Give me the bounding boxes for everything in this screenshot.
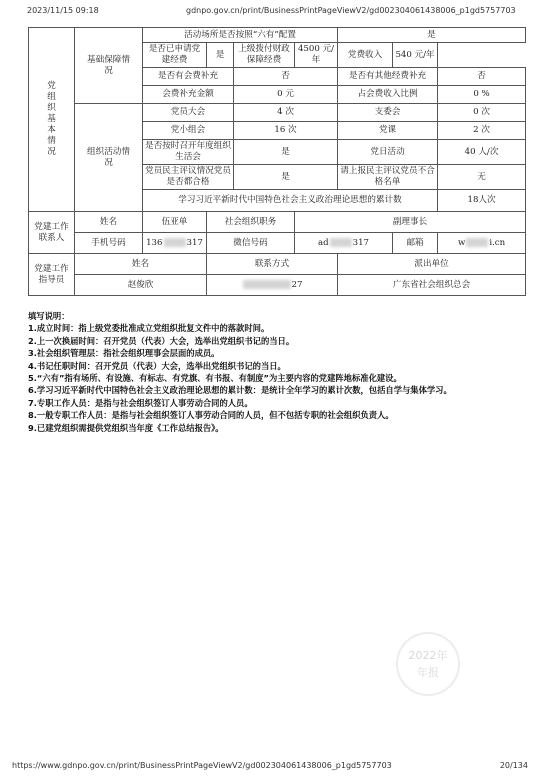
contact-phone-value: 136 317 <box>143 233 207 254</box>
party-day-question: 党日活动 <box>338 140 438 165</box>
other-subsidy-answer: 否 <box>438 68 526 86</box>
committee-question: 支委会 <box>338 104 438 122</box>
fee-subsidy-answer: 否 <box>234 68 338 86</box>
superior-funds-question: 上级拨付财政保障经费 <box>234 43 295 68</box>
instructor-name-label: 姓名 <box>75 254 207 275</box>
section-contact-person: 党建工作联系人 <box>29 212 75 254</box>
stamp-label: 年报 <box>417 666 439 679</box>
dues-income-question: 党费收入 <box>338 43 393 68</box>
contact-email-value: w i.cn <box>438 233 526 254</box>
contact-wechat-value: ad 317 <box>295 233 393 254</box>
review-answer: 是 <box>234 165 338 190</box>
study-question: 学习习近平新时代中国特色社会主义政治理论思想的累计数 <box>143 190 438 212</box>
unqualified-answer: 无 <box>438 165 526 190</box>
unqualified-question: 请上报民主评议党员不合格名单 <box>338 165 438 190</box>
section-instructor: 党建工作指导员 <box>29 254 75 296</box>
congress-answer: 4 次 <box>234 104 338 122</box>
congress-question: 党员大会 <box>143 104 234 122</box>
instructor-unit-value: 广东省社会组织总会 <box>338 275 526 296</box>
contact-email-label: 邮箱 <box>393 233 438 254</box>
group-meeting-answer: 16 次 <box>234 122 338 140</box>
instruction-item: 6.学习习近平新时代中国特色社会主义政治理论思想的累计数：是统计全年学习的累计次数，包括自学与集体学习。 <box>28 385 452 396</box>
contact-name-value: 伍亚单 <box>143 212 207 233</box>
contact-role-label: 社会组织职务 <box>207 212 295 233</box>
applied-funds-answer: 是 <box>207 43 234 68</box>
party-info-table <box>28 27 526 296</box>
annual-report-stamp <box>396 632 460 696</box>
instruction-item: 7.专职工作人员：是指与社会组织签订人事劳动合同的人员。 <box>28 397 253 408</box>
instruction-item: 8.一般专职工作人员：是指与社会组织签订人事劳动合同的人员，但不包括专职的社会组织负责人。 <box>28 410 394 421</box>
superior-funds-answer: 4500 元/年 <box>295 43 338 68</box>
subsidy-amount-question: 会费补充金额 <box>143 86 234 104</box>
party-day-answer: 40 人/次 <box>438 140 526 165</box>
print-timestamp: 2023/11/15 09:18 <box>27 6 99 15</box>
subsidy-amount-answer: 0 元 <box>234 86 338 104</box>
contact-wechat-label: 微信号码 <box>207 233 295 254</box>
group-meeting-question: 党小组会 <box>143 122 234 140</box>
activity-site-answer: 是 <box>338 28 526 43</box>
income-ratio-question: 占会费收入比例 <box>338 86 438 104</box>
instructor-contact-value: 27 <box>207 275 338 296</box>
contact-name-label: 姓名 <box>75 212 143 233</box>
instruction-item: 1.成立时间：指上级党委批准成立党组织批复文件中的落款时间。 <box>28 323 270 334</box>
page-counter: 20/134 <box>499 761 528 770</box>
dues-income-answer: 540 元/年 <box>393 43 438 68</box>
instruction-item: 4.书记任职时间：召开党员（代表）大会，选举出党组织书记的当日。 <box>28 360 286 371</box>
guarantee-label: 基础保障情况 <box>75 28 143 104</box>
org-activity-label: 组织活动情况 <box>75 104 143 212</box>
review-question: 党员民主评议情况党员是否都合格 <box>143 165 234 190</box>
print-header-url: gdnpo.gov.cn/print/BusinessPrintPageViewV2/gd002304061438006_p1gd5757703 <box>186 6 516 15</box>
party-lesson-question: 党课 <box>338 122 438 140</box>
activity-site-question: 活动场所是否按照“六有”配置 <box>143 28 338 43</box>
life-meeting-answer: 是 <box>234 140 338 165</box>
study-answer: 18人次 <box>438 190 526 212</box>
other-subsidy-question: 是否有其他经费补充 <box>338 68 438 86</box>
committee-answer: 0 次 <box>438 104 526 122</box>
section-party-basic: 党组织基本情况 <box>29 28 75 212</box>
print-footer-url: https://www.gdnpo.gov.cn/print/BusinessPrintPageViewV2/gd002304061438006_p1gd5757703 <box>12 761 392 770</box>
instructions <box>28 310 528 434</box>
instruction-item: 5.“六有”指有场所、有设施、有标志、有党旗、有书报、有制度”为主要内容的党建阵地标准化建设。 <box>28 373 402 384</box>
fee-subsidy-question: 是否有会费补充 <box>143 68 234 86</box>
instruction-item: 9.已建党组织需提供党组织当年度《工作总结报告》。 <box>28 422 224 433</box>
instructions-title: 填写说明： <box>28 311 70 321</box>
instructor-name-value: 赵俊欣 <box>75 275 207 296</box>
life-meeting-question: 是否按时召开年度组织生活会 <box>143 140 234 165</box>
instruction-item: 3.社会组织管理层：指社会组织理事会层面的成员。 <box>28 348 220 359</box>
stamp-year: 2022年 <box>408 649 448 662</box>
party-lesson-answer: 2 次 <box>438 122 526 140</box>
income-ratio-answer: 0 % <box>438 86 526 104</box>
instructor-contact-label: 联系方式 <box>207 254 338 275</box>
applied-funds-question: 是否已申请党建经费 <box>143 43 207 68</box>
instructor-unit-label: 派出单位 <box>338 254 526 275</box>
contact-role-value: 副理事长 <box>295 212 526 233</box>
contact-phone-label: 手机号码 <box>75 233 143 254</box>
instruction-item: 2.上一次换届时间：召开党员（代表）大会，选举出党组织书记的当日。 <box>28 335 295 346</box>
